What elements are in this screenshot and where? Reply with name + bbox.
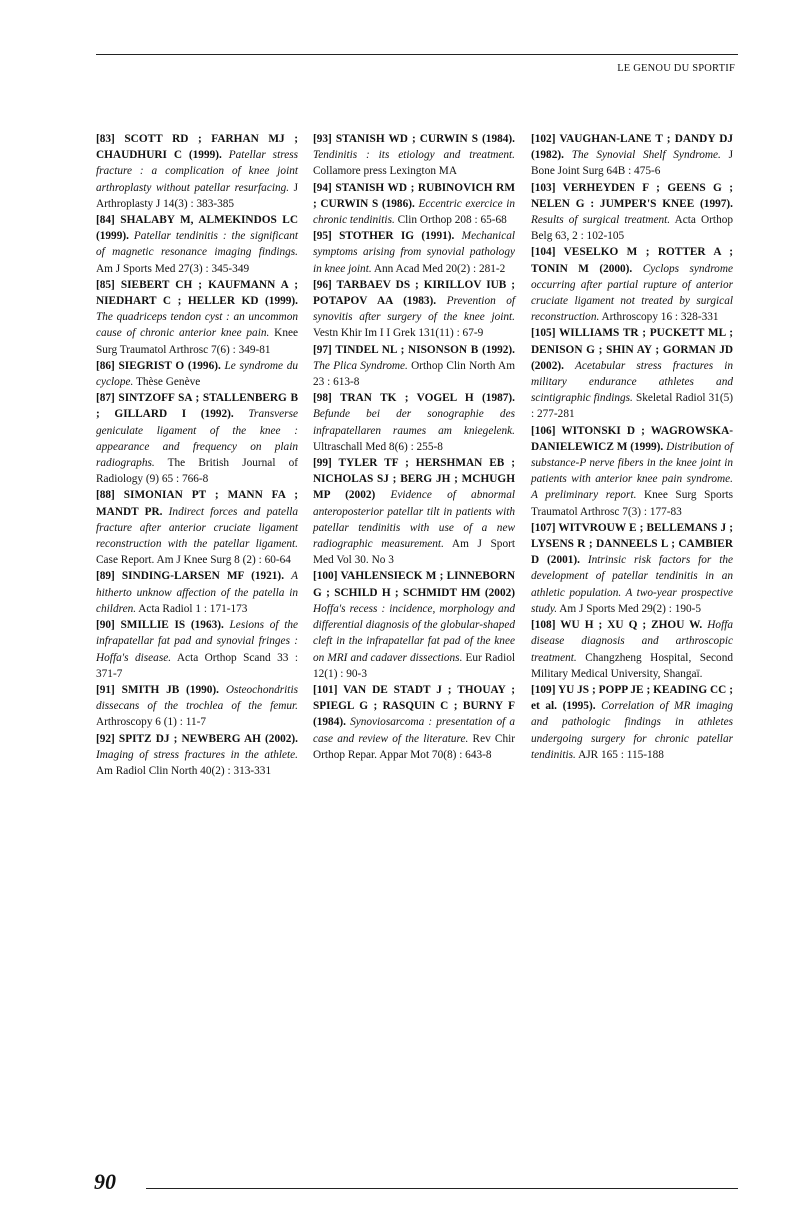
- reference-source: Skeletal Radiol 31(5) : 277-281: [531, 392, 733, 421]
- reference-entry: [313, 228, 515, 277]
- reference-entry: [313, 180, 515, 229]
- reference-source: Am J Sports Med 27(3) : 345-349: [96, 262, 250, 275]
- reference-entry: [96, 617, 298, 682]
- reference-title: Evidence of abnormal anteroposterior patellar tilt in patients with patellar tendinitis with use of a new radiographic measurement.: [313, 489, 515, 551]
- reference-entry: [313, 277, 515, 342]
- reference-authors: [100] VAHLENSIECK M ; LINNEBORN G ; SCHILD H ; SCHMIDT HM (2002): [313, 570, 515, 599]
- reference-authors: [107] WITVROUW E ; BELLEMANS J ; LYSENS R ; DANNEELS L ; CAMBIER D (2001).: [531, 521, 733, 567]
- reference-source: Collamore press Lexington MA: [313, 165, 458, 178]
- reference-entry: [531, 617, 733, 682]
- reference-authors: [99] TYLER TF ; HERSHMAN EB ; NICHOLAS SJ ; BERG JH ; MCHUGH MP (2002): [313, 457, 515, 502]
- reference-source: Knee Surg Sports Traumatol Arthrosc 7(3) : 177-83: [531, 489, 733, 518]
- reference-authors: [108] WU H ; XU Q ; ZHOU W.: [531, 619, 703, 632]
- reference-title: Indirect forces and patella fracture after anterior cruciate ligament reconstruction with the patellar ligament.: [96, 505, 298, 551]
- reference-source: Am Radiol Clin North 40(2) : 313-331: [96, 764, 272, 777]
- column-2: [313, 131, 515, 763]
- reference-source: Am J Sport Med Vol 30. No 3: [313, 538, 516, 567]
- reference-entry: [531, 325, 733, 422]
- reference-source: Ann Acad Med 20(2) : 281-2: [373, 262, 506, 275]
- reference-authors: [106] WITONSKI D ; WAGROWSKA-DANIELEWICZ M (1999).: [531, 424, 733, 453]
- reference-source: AJR 165 : 115-188: [578, 748, 664, 761]
- reference-authors: [93] STANISH WD ; CURWIN S (1984).: [313, 133, 515, 145]
- reference-authors: [96] TARBAEV DS ; KIRILLOV IUB ; POTAPOV AA (1983).: [313, 278, 515, 308]
- reference-title: The quadriceps tendon cyst : an uncommon cause of chronic anterior knee pain.: [96, 311, 298, 340]
- footer-rule: [146, 1188, 738, 1189]
- reference-entry: [96, 277, 298, 358]
- reference-source: Thèse Genève: [135, 376, 201, 389]
- reference-title: Imaging of stress fractures in the athlete.: [96, 748, 298, 761]
- reference-title: Hoffa's recess : incidence, morphology and differential diagnosis of the globular-shaped cleft in the infrapatellar fat pad of the knee on MRI and cadaver dissections.: [313, 602, 515, 664]
- reference-title: Tendinitis : its etiology and treatment.: [313, 149, 515, 162]
- reference-source: Eur Radiol 12(1) : 90-3: [313, 651, 515, 680]
- reference-source: Changzheng Hospital, Second Military Medical University, Shangaï.: [531, 651, 734, 680]
- reference-authors: [94] STANISH WD ; RUBINOVICH RM ; CURWIN S (1986).: [313, 181, 515, 210]
- reference-authors: [102] VAUGHAN-LANE T ; DANDY DJ (1982).: [531, 133, 733, 162]
- reference-authors: [90] SMILLIE IS (1963).: [96, 619, 224, 632]
- reference-title: Cyclops syndrome occurring after partial rupture of anterior cruciate ligament not treated by surgical reconstruction.: [531, 262, 733, 324]
- reference-authors: [83] SCOTT RD ; FARHAN MJ ; CHAUDHURI C (1999).: [96, 133, 298, 162]
- reference-authors: [97] TINDEL NL ; NISONSON B (1992).: [313, 343, 515, 356]
- reference-authors: [88] SIMONIAN PT ; MANN FA ; MANDT PR.: [96, 489, 298, 518]
- reference-title: Le syndrome du cyclope.: [96, 359, 299, 389]
- reference-title: Distribution of substance-P nerve fibers in the knee joint in patients with anterior knee pain syndrome. A preliminary report.: [531, 440, 733, 502]
- reference-entry: [96, 731, 298, 780]
- reference-entry: [96, 487, 298, 568]
- reference-title: Eccentric exercice in chronic tendinitis.: [313, 197, 516, 227]
- reference-source: Acta Orthop Scand 33 : 371-7: [96, 651, 299, 680]
- reference-entry: [96, 358, 298, 390]
- reference-source: Acta Orthop Belg 63, 2 : 102-105: [531, 214, 734, 243]
- reference-source: J Arthroplasty J 14(3) : 383-385: [96, 181, 298, 210]
- reference-source: Clin Orthop 208 : 65-68: [397, 214, 507, 227]
- reference-authors: [87] SINTZOFF SA ; STALLENBERG B ; GILLARD I (1992).: [96, 392, 298, 421]
- reference-authors: [103] VERHEYDEN F ; GEENS G ; NELEN G : JUMPER'S KNEE (1997).: [531, 181, 733, 210]
- reference-entry: [313, 131, 515, 180]
- reference-source: Knee Surg Traumatol Arthrosc 7(6) : 349-81: [96, 327, 298, 356]
- reference-title: The Plica Syndrome.: [313, 359, 408, 372]
- reference-authors: [86] SIEGRIST O (1996).: [96, 359, 221, 372]
- reference-authors: [84] SHALABY M, ALMEKINDOS LC (1999).: [96, 214, 298, 243]
- reference-title: Transverse geniculate ligament of the knee : appearance and frequency on plain radiographs.: [96, 408, 298, 470]
- reference-title: Hoffa disease diagnosis and arthroscopic treatment.: [531, 619, 733, 664]
- reference-title: A hitherto unknow affection of the patella in children.: [96, 570, 298, 615]
- reference-source: Case Report. Am J Knee Surg 8 (2) : 60-64: [96, 554, 291, 567]
- reference-title: Patellar tendinitis : the significant of magnetic resonance imaging findings.: [96, 230, 298, 259]
- page-number: 90: [94, 1169, 116, 1194]
- reference-entry: [96, 682, 298, 731]
- reference-entry: [313, 455, 515, 568]
- reference-entry: [96, 131, 298, 212]
- reference-title: The Synovial Shelf Syndrome.: [571, 149, 721, 162]
- reference-source: Orthop Clin North Am 23 : 613-8: [313, 359, 515, 389]
- reference-authors: [101] VAN DE STADT J ; THOUAY ; SPIEGL G ; RASQUIN C ; BURNY F (1984).: [313, 683, 515, 729]
- reference-entry: [313, 682, 515, 763]
- reference-source: Arthroscopy 6 (1) : 11-7: [96, 716, 207, 729]
- reference-entry: [313, 390, 515, 455]
- reference-source: J Bone Joint Surg 64B : 475-6: [531, 149, 734, 178]
- reference-entry: [531, 682, 733, 763]
- reference-entry: [96, 390, 298, 487]
- reference-authors: [91] SMITH JB (1990).: [96, 683, 220, 696]
- reference-title: Lesions of the infrapatellar fat pad and synovial fringes : Hoffa's disease.: [96, 619, 298, 664]
- reference-title: Befunde bei der sonographie des infrapatellaren raumes am kniegelenk.: [313, 408, 515, 437]
- reference-entry: [531, 244, 733, 325]
- reference-title: Acetabular stress fractures in military endurance athletes and scintigraphic findings.: [531, 359, 733, 405]
- reference-entry: [96, 568, 298, 617]
- reference-authors: [109] YU JS ; POPP JE ; KEADING CC ; et al. (1995).: [531, 683, 733, 713]
- reference-entry: [531, 520, 733, 617]
- reference-source: Rev Chir Orthop Repar. Appar Mot 70(8) : 643-8: [313, 732, 516, 761]
- reference-source: Ultraschall Med 8(6) : 255-8: [313, 440, 443, 453]
- reference-authors: [95] STOTHER IG (1991).: [313, 230, 455, 243]
- reference-entry: [531, 131, 733, 180]
- reference-title: Osteochondritis dissecans of the trochlea of the femur.: [96, 683, 298, 713]
- reference-source: The British Journal of Radiology (9) 65 : 766-8: [96, 457, 298, 486]
- reference-title: Results of surgical treatment.: [531, 214, 671, 227]
- reference-authors: [89] SINDING-LARSEN MF (1921).: [96, 570, 285, 583]
- reference-authors: [85] SIEBERT CH ; KAUFMANN A ; NIEDHART C ; HELLER KD (1999).: [96, 278, 298, 308]
- reference-entry: [313, 342, 515, 391]
- reference-source: Vestn Khir Im I I Grek 131(11) : 67-9: [313, 327, 484, 340]
- running-header: LE GENOU DU SPORTIF: [617, 63, 735, 74]
- reference-entry: [531, 180, 733, 245]
- reference-authors: [105] WILLIAMS TR ; PUCKETT ML ; DENISON G ; SHIN AY ; GORMAN JD (2002).: [531, 327, 733, 372]
- reference-authors: [92] SPITZ DJ ; NEWBERG AH (2002).: [96, 732, 298, 745]
- reference-entry: [313, 568, 515, 681]
- reference-authors: [104] VESELKO M ; ROTTER A ; TONIN M (2000).: [531, 246, 733, 275]
- column-1: [96, 131, 298, 779]
- reference-title: Intrinsic risk factors for the development of patellar tendinitis in an athletic population. A two-year prospective study.: [531, 554, 733, 615]
- header-rule: [96, 54, 738, 55]
- reference-entry: [96, 212, 298, 277]
- reference-title: Correlation of MR imaging and pathologic findings in athletes undergoing surgery for chronic patellar tendinitis.: [531, 700, 733, 761]
- reference-title: Synoviosarcoma : presentation of a case and review of the literature.: [313, 716, 515, 745]
- reference-entry: [531, 423, 733, 520]
- reference-source: Am J Sports Med 29(2) : 190-5: [559, 602, 702, 615]
- reference-title: Prevention of synovitis after surgery of the knee joint.: [313, 295, 515, 324]
- reference-title: Mechanical symptoms arising from synovial pathology in knee joint.: [313, 230, 515, 275]
- reference-source: Acta Radiol 1 : 171-173: [138, 602, 248, 615]
- reference-authors: [98] TRAN TK ; VOGEL H (1987).: [313, 392, 515, 405]
- column-3: [531, 131, 733, 763]
- reference-title: Patellar stress fracture : a complication of knee joint arthroplasty without patellar resurfacing.: [96, 149, 298, 194]
- reference-source: Arthroscopy 16 : 328-331: [601, 311, 719, 324]
